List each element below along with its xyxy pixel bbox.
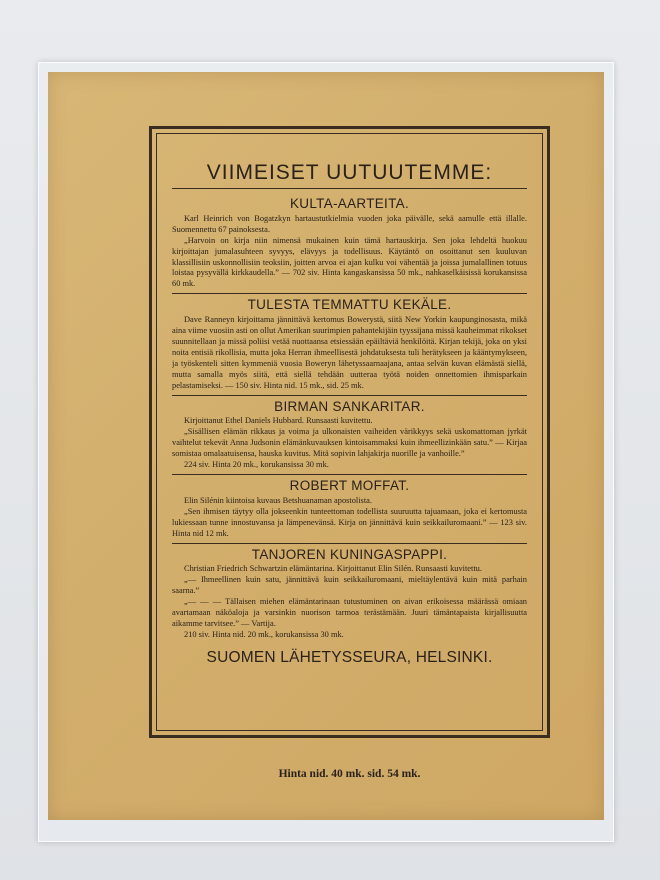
book-title: TULESTA TEMMATTU KEKÄLE. <box>247 297 452 313</box>
book-entry-tulesta-temmattu-kekale <box>172 298 527 391</box>
book-quote: „— Ihmeellinen kuin satu, jännittävä kuin seikkailuromaani, mieltäylentävä kuin mitä parhain saarna.” <box>172 575 527 596</box>
book-review: „— — — Tällaisen miehen elämäntarinaan tutustuminen on aivan erikoisessa määrässä omiaan avartamaan näköaloja ja varsinkin nuorison tarmoa terästämään. Juuri tämäntapaista kirjallisuutta aikamme tarvitsee.” — Vartija. <box>172 597 527 629</box>
book-review: „Sisällisen elämän rikkaus ja voima ja ulkonaisten vaiheiden värikkyys sekä uskomattoman jyrkät vaihtelut tekevät Anna Judsonin elämänkuvauksen kintoisammaksi kuin ihmeellizinkään satu.” — Kirjaa somistaa omalaatuisensa, hauska kuvitus. Mitä sopivin lahjakirja nuorille ja vanhoille.” <box>172 427 527 459</box>
title-divider <box>172 188 527 189</box>
book-description: Kirjoittanut Ethel Daniels Hubbard. Runsaasti kuvitettu. <box>184 416 373 426</box>
book-review: „Harvoin on kirja niin nimensä mukainen kuin tämä hartauskirja. Sen joka lehdeltä huokuu kirjoittajan jumalasuhteen syvyys, elävyys ja todellisuus. Käytäntö on osoittanut sen kuuluvan klassillisiin uskonnollisiin teoksiin, joitten arvoa ei ajan kulku voi vähentää ja joissa jumalallinen totuus loistaa pysyvällä kirkkaudella.” — 702 siv. Hinta kangaskansissa 50 mk., nahkaselkäisissä korukansissa 60 mk. <box>172 235 527 289</box>
cover-price: Hinta nid. 40 mk. sid. 54 mk. <box>278 768 421 780</box>
book-title: KULTA-AARTEITA. <box>289 196 410 211</box>
book-title: TANJOREN KUNINGASPAPPI. <box>251 546 448 562</box>
book-entry-robert-moffat <box>172 479 527 540</box>
book-title: ROBERT MOFFAT. <box>289 478 410 494</box>
book-entry-birman-sankaritar <box>172 400 527 471</box>
book-description: Christian Friedrich Schwartzin elämäntarina. Kirjoittanut Elin Silén. Runsaasti kuvitettu. <box>184 564 482 574</box>
book-price: 224 siv. Hinta 20 mk., korukansissa 30 mk. <box>184 460 329 470</box>
advert-content <box>172 150 527 722</box>
section-divider <box>172 395 527 396</box>
book-entry-kulta-aarteita <box>172 197 527 290</box>
book-description: Elin Silénin kiintoisa kuvaus Betshuanaman apostolista. <box>184 495 372 505</box>
page-title: VIIMEISET UUTUUTEMME: <box>206 161 493 184</box>
book-description: Karl Heinrich von Bogatzkyn hartaustutkielmia vuoden joka päivälle, sekä aamulle että illalle. Suomennettu 67 painoksesta. <box>172 213 527 234</box>
book-review: „Sen ihmisen täytyy olla jokseenkin tunteettoman todellista suuruutta tajuamaan, joka ei kertomusta lukiessaan tunne innostuvansa ja lämpenevänsä. Kirja on jännittävä kuin seikkailuromaani.” — 123 siv. Hinta nid 12 mk. <box>172 506 527 538</box>
section-divider <box>172 474 527 475</box>
book-entry-tanjoren-kuningaspappi <box>172 548 527 641</box>
book-description: Dave Ranneyn kirjoittama jännittävä kertomus Bowerystä, siitä New Yorkin kaupunginosasta, mikä aina viime vuosiin asti on ollut Amerikan suurimpien pahantekijäin tyyssijana missä kauheimmat rikokset suunnitellaan ja missä poliisi vetää nuottaansa etsiessään epäiltäviä henkilöitä. Kirjan tekijä, joka on yksi noita entisiä rikollisia, mutta joka Herran ihmeellisestä johdatuksesta tuli herätykseen ja kääntymykseen, ja työskenteli sitten kymmeniä vuosia Boweryn lähetyssaarnaajana, antaa selvän kuvan elämästä siellä, mutta samalla myös siitä, että siellä tehdään uutteraa työtä noiden onnettomien ihmisparkain pelastamiseksi. — 150 siv. Hinta nid. 15 mk., sid. 25 mk. <box>172 315 527 390</box>
section-divider <box>172 293 527 294</box>
publisher-name: SUOMEN LÄHETYSSEURA, HELSINKI. <box>206 648 493 666</box>
section-divider <box>172 543 527 544</box>
book-price: 210 siv. Hinta nid. 20 mk., korukansissa 30 mk. <box>184 629 344 639</box>
book-title: BIRMAN SANKARITAR. <box>274 398 425 414</box>
